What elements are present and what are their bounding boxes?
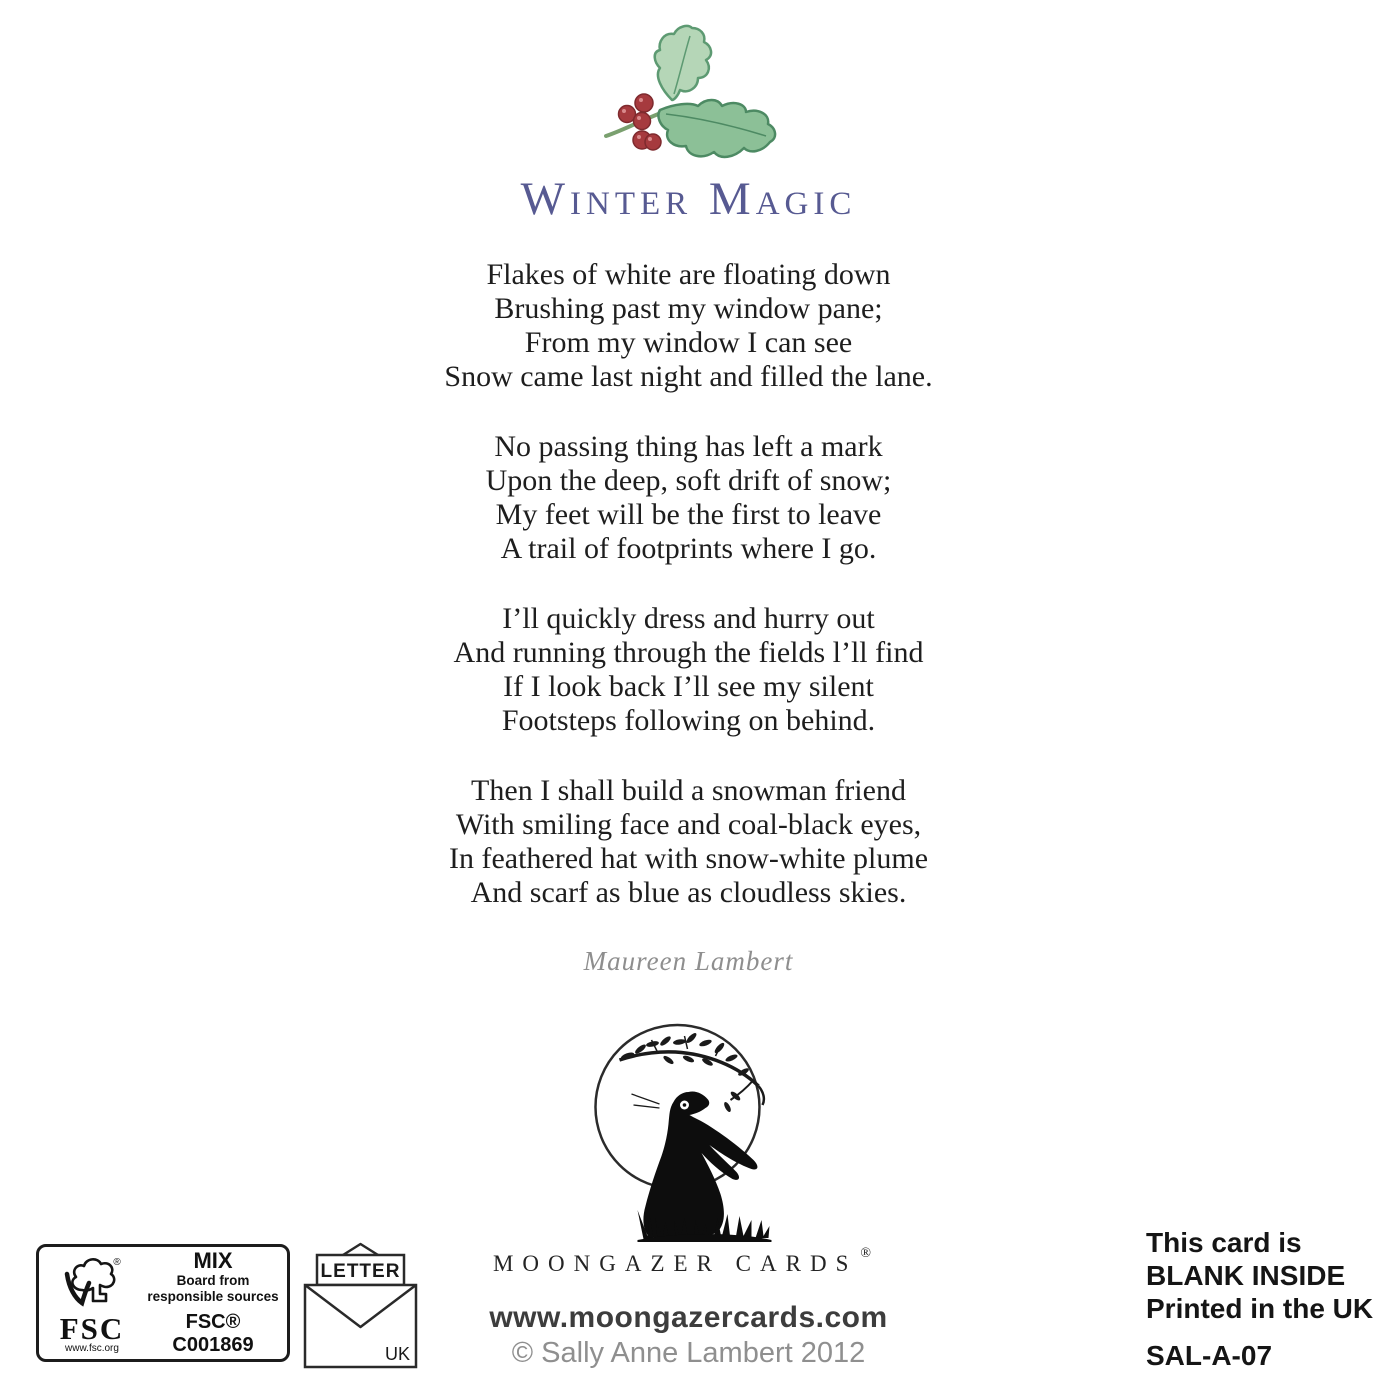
registered-trademark-icon: ® (860, 1246, 872, 1261)
card-code: SAL-A-07 (1146, 1340, 1273, 1371)
poem-line: And running through the fields l’ll find (453, 636, 924, 669)
fsc-source-line2: responsible sources (147, 1289, 279, 1304)
copyright-line: © Sally Anne Lambert 2012 (511, 1337, 866, 1369)
poem-line: My feet will be the first to leave (495, 498, 882, 531)
info-line-1: This card is (1146, 1227, 1302, 1258)
letter-size-label: LETTER (320, 1261, 401, 1282)
holly-icon (594, 18, 784, 173)
postal-country-label: UK (384, 1344, 410, 1364)
poem-line: No passing thing has left a mark (494, 430, 883, 463)
poem-attribution: Maureen Lambert (583, 946, 794, 976)
fsc-registered-symbol: ® (113, 1256, 121, 1268)
poem-line: With smiling face and coal-black eyes, (455, 808, 922, 841)
fsc-tree-checkmark-icon (60, 1254, 124, 1310)
brand-name-line (484, 1246, 871, 1277)
moongazer-rabbit-moon-logo (558, 1014, 798, 1246)
poem-line: Brushing past my window pane; (494, 292, 883, 325)
fsc-url: www.fsc.org (65, 1342, 119, 1354)
fsc-text-column (145, 1249, 287, 1357)
postal-size-mark (303, 1242, 419, 1375)
fsc-grade: MIX (193, 1248, 233, 1273)
fsc-source-line1: Board from (176, 1273, 250, 1288)
poem-line: From my window I can see (524, 326, 853, 359)
poem-line: Snow came last night and filled the lane. (444, 360, 933, 393)
poem-stanza-1 (0, 258, 1377, 394)
fsc-license-code: FSC® C001869 (172, 1311, 254, 1356)
poem (0, 258, 1377, 977)
site-block (389, 1301, 989, 1370)
poem-line: I’ll quickly dress and hurry out (502, 602, 875, 635)
poem-line: In feathered hat with snow-white plume (448, 842, 929, 875)
fsc-certification-label (36, 1244, 290, 1362)
holly-sprig-icon (594, 18, 784, 178)
publisher-logo-block (484, 1014, 871, 1277)
poem-stanza-2 (0, 430, 1377, 566)
info-line-2: BLANK INSIDE (1146, 1260, 1346, 1291)
poem-line: Flakes of white are floating down (486, 258, 891, 291)
website-url: www.moongazercards.com (489, 1301, 888, 1334)
poem-line: Then I shall build a snowman friend (471, 774, 906, 807)
fsc-acronym: FSC (59, 1310, 125, 1346)
poem-stanza-3 (0, 602, 1377, 738)
fsc-logo-column (39, 1252, 145, 1355)
poem-line: Upon the deep, soft drift of snow; (485, 464, 892, 497)
card-title: Winter Magic (520, 173, 857, 225)
poem-line: A trail of footprints where I go. (500, 532, 877, 565)
poem-stanza-4 (0, 774, 1377, 910)
brand-name: MOONGAZER CARDS (492, 1251, 858, 1276)
info-line-3: Printed in the UK (1146, 1293, 1374, 1324)
envelope-letter-icon (303, 1242, 419, 1370)
poem-line: If I look back I’ll see my silent (503, 670, 874, 703)
poem-line: And scarf as blue as cloudless skies. (470, 876, 907, 909)
poem-line: Footsteps following on behind. (501, 704, 876, 737)
print-info-block (1146, 1226, 1373, 1372)
